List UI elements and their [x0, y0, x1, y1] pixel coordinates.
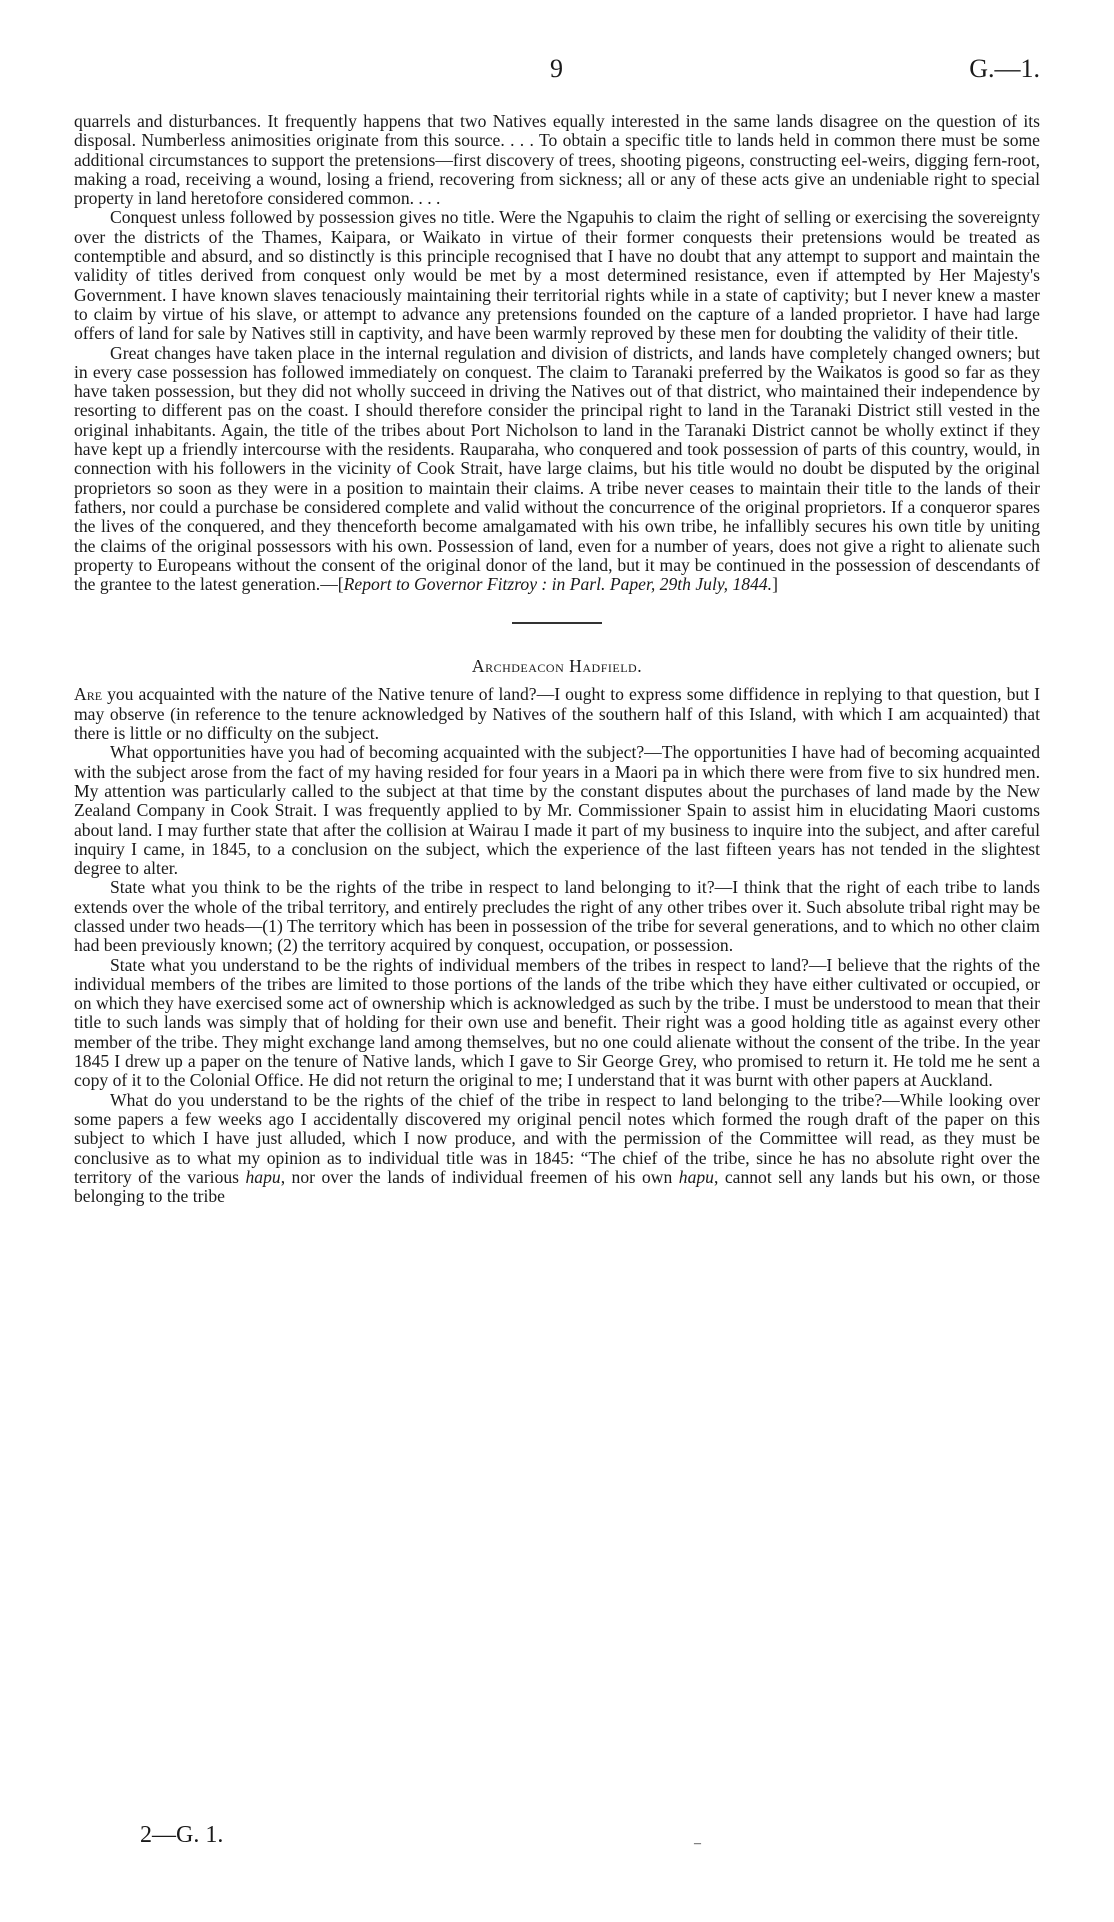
section-divider: [512, 622, 602, 624]
paragraph-great-changes-text: Great changes have taken place in the internal regulation and division of districts, and lands have completely changed owners; but in every case possession has followed immediately on conquest. The claim to Taranaki preferred by the Waikatos is good so far as they have taken possession, but they did not wholly succeed in driving the Natives out of that district, who maintained their independence by resorting to different pas on the coast. I should therefore consider the principal right to land in the Taranaki District still vested in the original inhabitants. Again, the title of the tribes about Port Nicholson to land in the Taranaki District cannot be wholly extinct if they have kept up a friendly intercourse with the residents. Rauparaha, who conquered and took possession of parts of this country, would, in connection with his followers in the vicinity of Cook Strait, have large claims, but his title would no doubt be disputed by the original proprietors so soon as they were in a position to maintain their claims. A tribe never ceases to maintain their title to the lands of their fathers, nor could a purchase be considered complete and valid without the concurrence of the original proprietors. If a conqueror spares the lives of the conquered, and they thenceforth become amalgamated with his own tribe, he infallibly secures his own title by uniting the claims of the original possessors with his own. Possession of land, even for a number of years, does not give a right to alienate such property to Europeans without the consent of the original donor of the land, but it may be continued in the possession of descendants of the grantee to the latest generation.—[: [74, 342, 1040, 595]
footer-signature: 2—G. 1.: [140, 1822, 224, 1848]
paragraph-conquest: Conquest unless followed by possession gives no title. Were the Ngapuhis to claim the right of selling or exercising the sovereignty over the districts of the Thames, Kaipara, or Waikato in virtue of their former conquests their pretensions would be treated as contemptible and absurd, and so distinctly is this principle recognised that I have no doubt that any attempt to support and maintain the validity of titles derived from conquest only would be met by a most determined resistance, even if attempted by Her Majesty's Government. I have known slaves tenaciously maintaining their territorial rights while in a state of captivity; but I never knew a master to claim by virtue of his slave, or attempt to advance any pretensions founded on the capture of a landed proprietor. I have had large offers of land for sale by Natives still in captivity, and have been warmly reproved by these men for doubting the validity of their title.: [74, 207, 1040, 344]
document-body: [74, 112, 1040, 1206]
paragraph-quarrels: quarrels and disturbances. It frequently happens that two Natives equally interested in the same lands disagree on the question of its disposal. Numberless animosities originate from this source. . . . To obtain a specific title to lands held in common there must be some additional circumstances to support the pretensions—first discovery of trees, shooting pigeons, constructing eel-weirs, digging fern-root, making a road, receiving a wound, losing a friend, recovering from sickness; all or any of these acts give an undeniable right to special property in land heretofore considered common. . . .: [74, 111, 1040, 209]
question-native-tenure-text: you acquainted with the nature of the Native tenure of land?—I ought to express some diffidence in replying to that question, but I may observe (in reference to the tenure acknowledged by Natives of the southern half of this Island, with which I am acquainted) that there is little or no difficulty on the subject.: [74, 684, 1040, 744]
section-heading: Archdeacon Hadfield.: [471, 656, 643, 677]
question-chief-rights-text-b: , nor over the lands of individual freemen of his own: [280, 1166, 679, 1187]
footer-mark: ‒: [694, 1836, 701, 1851]
question-individual-rights: State what you understand to be the rights of individual members of the tribes in respect to land?—I believe that the rights of the individual members of the tribes are limited to those portions of the lands of the tribe which they have either cultivated or occupied, or on which they have exercised some act of ownership which is acknowledged as such by the tribe. I must be understood to mean that their title to such lands was simply that of holding for their own use and benefit. Their right was a good holding title as against every other member of the tribe. They might exchange land among themselves, but no one could alienate without the consent of the tribe. In the year 1845 I drew up a paper on the tenure of Native lands, which I gave to Sir George Grey, who promised to return it. He told me he sent a copy of it to the Colonial Office. He did not return the original to me; I understand that it was burnt with other papers at Auckland.: [74, 954, 1040, 1091]
term-hapu: hapu: [245, 1166, 281, 1187]
question-chief-rights: [74, 1091, 1040, 1207]
question-chief-rights-text-c: , cannot sell any lands but his own, or those belonging to the tribe: [74, 1166, 1041, 1207]
citation: Report to Governor Fitzroy : in Parl. Paper, 29th July, 1844.: [343, 574, 773, 595]
question-tribe-rights: State what you think to be the rights of the tribe in respect to land belonging to it?—I think that the right of each tribe to lands extends over the whole of the tribal territory, and entirely precludes the right of any other tribes over it. Such absolute tribal right may be classed under two heads—(1) The territory which has been in possession of the tribe for several generations, and to which no other claim had been previously known; (2) the territory acquired by conquest, occupation, or possession.: [74, 877, 1040, 956]
question-lead-word: Are: [74, 684, 103, 705]
term-hapu: hapu: [678, 1166, 714, 1187]
paragraph-great-changes: [74, 344, 1040, 595]
question-chief-rights-text-a: What do you understand to be the rights of the chief of the tribe in respect to land belonging to the tribe?—While looking over some papers a few weeks ago I accidentally discovered my original pencil notes which formed the rough draft of the paper on this subject to which I have just alluded, which I now produce, and with the permission of the Committee will read, as they must be conclusive as to what my opinion as to individual title was in 1845: “The chief of the tribe, since he has no absolute right over the territory of the various: [74, 1089, 1040, 1187]
question-native-tenure: [74, 685, 1040, 743]
citation-close: ]: [772, 574, 778, 595]
question-opportunities: What opportunities have you had of becoming acquainted with the subject?—The opportunities I have had of becoming acquainted with the subject arose from the fact of my having resided for four years in a Maori pa in which there were from five to six hundred men. My attention was particularly called to the subject at that time by the constant disputes about the purchases of land made by the New Zealand Company in Cook Strait. I was frequently applied to by Mr. Commissioner Spain to assist him in elucidating Maori customs about land. I may further state that after the collision at Wairau I made it part of my business to inquire into the subject, and after careful inquiry I came, in 1845, to a conclusion on the subject, which the experience of the last fifteen years has not tended in the slightest degree to alter.: [74, 742, 1040, 879]
page-number: 9: [550, 54, 563, 83]
document-reference: G.—1.: [969, 54, 1040, 83]
